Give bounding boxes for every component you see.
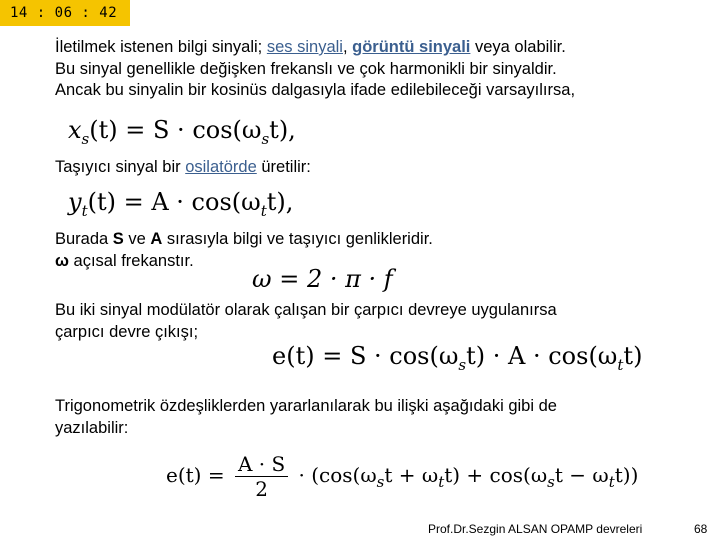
trig-line1: Trigonometrik özdeşliklerden yararlanılarak bu ilişki aşağıdaki gibi de: [55, 397, 557, 415]
eq1-end: t),: [269, 116, 296, 144]
eq4-a: e(t) = S · cos(ω: [272, 342, 459, 370]
eq2-mid: (t) = A · cos(ω: [87, 188, 261, 216]
amp-and: ve: [123, 230, 151, 248]
equation-expanded: [166, 452, 638, 501]
intro-text: İletilmek istenen bilgi sinyali;: [55, 38, 267, 56]
equation-xs: [68, 116, 296, 148]
link-ses-sinyali[interactable]: ses sinyali: [266, 38, 343, 56]
amp-bold-a: A: [150, 230, 163, 248]
paragraph-carrier: [55, 157, 311, 179]
carrier-end: üretilir:: [256, 158, 311, 176]
link-goruntu-sinyali[interactable]: görüntü sinyali: [352, 38, 471, 56]
eq5-fraction: [235, 452, 288, 501]
eq5-den: 2: [255, 477, 268, 501]
equation-omega: [252, 265, 393, 293]
amp-pre: Burada: [55, 230, 113, 248]
eq3-text: ω = 2 · π · f: [252, 265, 393, 293]
eq2-sub2: t: [260, 201, 267, 220]
omega-bold: ω: [55, 251, 69, 270]
carrier-text: Taşıyıcı sinyal bir: [55, 158, 186, 176]
paragraph-intro: [55, 37, 575, 102]
eq5-s2: s: [547, 473, 555, 491]
eq2-end: t),: [266, 188, 294, 216]
eq5-t1: t: [438, 473, 445, 491]
eq5-rb: t + ω: [384, 463, 439, 487]
eq1-sub: s: [81, 129, 90, 148]
eq4-t: t: [617, 355, 624, 374]
page-number: 68: [694, 522, 708, 536]
eq1-sub2: s: [261, 129, 270, 148]
eq5-rd: t − ω: [554, 463, 609, 487]
amp-desc: sırasıyla bilgi ve taşıyıcı genlikleridir.: [162, 230, 433, 248]
intro-line3: Ancak bu sinyalin bir kosinüs dalgasıyla ifade edilebileceği varsayılırsa,: [55, 81, 576, 99]
intro-end: veya olabilir.: [470, 38, 566, 56]
mult-line1: Bu iki sinyal modülatör olarak çalışan bir çarpıcı devreye uygulanırsa: [55, 301, 557, 319]
link-osilator[interactable]: osilatörde: [185, 158, 257, 176]
eq1-mid: (t) = S · cos(ω: [89, 116, 262, 144]
eq5-re: t)): [614, 463, 639, 487]
eq2-sub: t: [81, 201, 88, 220]
eq4-c: t): [623, 342, 643, 370]
eq5-ra: · (cos(ω: [292, 463, 377, 487]
paragraph-trig: [55, 396, 557, 439]
omega-desc: açısal frekanstır.: [68, 251, 194, 270]
mult-line2: çarpıcı devre çıkışı;: [55, 322, 199, 341]
paragraph-multiplier: [55, 300, 557, 343]
trig-line2: yazılabilir:: [55, 418, 129, 437]
eq5-lhs: e(t) =: [166, 463, 231, 487]
equation-yt: [68, 188, 293, 220]
eq5-num: A · S: [235, 452, 288, 477]
eq4-b: t) · A · cos(ω: [466, 342, 618, 370]
footer-author: Prof.Dr.Sezgin ALSAN OPAMP devreleri: [428, 522, 643, 536]
eq5-rc: t) + cos(ω: [444, 463, 548, 487]
intro-sep: ,: [342, 38, 353, 56]
intro-line2: Bu sinyal genellikle değişken frekanslı ve çok harmonikli bir sinyaldir.: [55, 59, 557, 78]
eq5-s1: s: [376, 473, 385, 491]
eq1-lhs: x: [68, 116, 82, 144]
eq4-s: s: [458, 355, 467, 374]
eq5-t2: t: [608, 473, 615, 491]
amp-bold-s: S: [112, 230, 124, 248]
timer-display: 14 : 06 : 42: [0, 0, 130, 26]
equation-product: [272, 342, 642, 374]
eq2-lhs: y: [68, 188, 82, 216]
